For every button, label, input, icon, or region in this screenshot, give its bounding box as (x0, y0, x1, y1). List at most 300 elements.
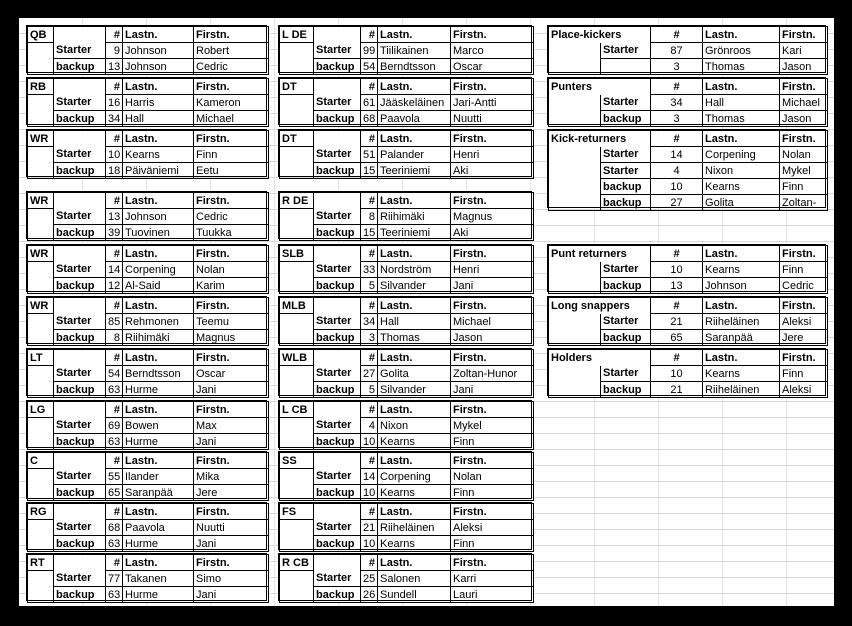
number-header[interactable]: # (106, 79, 123, 95)
player-firstname[interactable]: Magnus (451, 209, 534, 225)
firstname-header[interactable]: Firstn. (451, 246, 534, 262)
lastname-header[interactable]: Lastn. (703, 79, 780, 95)
player-firstname[interactable]: Jason (780, 59, 828, 75)
player-firstname[interactable]: Cedric (194, 59, 269, 75)
jersey-number[interactable]: 10 (651, 179, 703, 195)
jersey-number[interactable]: 54 (106, 366, 123, 382)
number-header[interactable]: # (106, 350, 123, 366)
jersey-number[interactable]: 63 (106, 587, 123, 603)
position-label[interactable]: WR (28, 131, 54, 147)
position-label[interactable]: L DE (280, 27, 314, 43)
lastname-header[interactable]: Lastn. (378, 298, 451, 314)
player-lastname[interactable]: Berndtsson (378, 59, 451, 75)
firstname-header[interactable]: Firstn. (451, 453, 534, 469)
player-lastname[interactable]: Saranpää (123, 485, 194, 501)
jersey-number[interactable]: 51 (361, 147, 378, 163)
role-cell[interactable]: backup (54, 382, 106, 398)
position-label[interactable]: WR (28, 246, 54, 262)
role-cell[interactable]: Starter (601, 262, 651, 278)
firstname-header[interactable]: Firstn. (451, 504, 534, 520)
firstname-header[interactable]: Firstn. (780, 27, 828, 43)
role-header-cell[interactable] (314, 79, 361, 95)
player-firstname[interactable]: Nuutti (194, 520, 269, 536)
role-header-cell[interactable] (54, 402, 106, 418)
player-firstname[interactable]: Oscar (451, 59, 534, 75)
blank-cell[interactable] (280, 95, 314, 111)
role-cell[interactable]: Starter (54, 314, 106, 330)
player-lastname[interactable]: Kearns (378, 485, 451, 501)
blank-cell[interactable] (280, 434, 314, 450)
player-lastname[interactable]: Riiheläinen (378, 520, 451, 536)
player-firstname[interactable]: Aleksi (451, 520, 534, 536)
player-lastname[interactable]: Kearns (703, 262, 780, 278)
role-cell[interactable]: Starter (601, 95, 651, 111)
firstname-header[interactable]: Firstn. (194, 402, 269, 418)
role-header-cell[interactable] (54, 193, 106, 209)
lastname-header[interactable]: Lastn. (123, 504, 194, 520)
firstname-header[interactable]: Firstn. (780, 79, 828, 95)
role-cell[interactable]: Starter (54, 366, 106, 382)
player-lastname[interactable]: Riiheläinen (703, 382, 780, 398)
jersey-number[interactable]: 10 (651, 366, 703, 382)
role-cell[interactable]: Starter (54, 418, 106, 434)
blank-cell[interactable] (280, 520, 314, 536)
blank-cell[interactable] (280, 587, 314, 603)
player-firstname[interactable]: Jason (780, 111, 828, 127)
lastname-header[interactable]: Lastn. (378, 193, 451, 209)
jersey-number[interactable]: 63 (106, 536, 123, 552)
player-firstname[interactable]: Michael (451, 314, 534, 330)
player-firstname[interactable]: Jason (451, 330, 534, 346)
position-label[interactable]: QB (28, 27, 54, 43)
player-firstname[interactable]: Jani (194, 434, 269, 450)
position-label[interactable]: Kick-returners (549, 131, 651, 147)
player-firstname[interactable]: Teemu (194, 314, 269, 330)
role-cell[interactable]: Starter (54, 262, 106, 278)
jersey-number[interactable]: 21 (361, 520, 378, 536)
firstname-header[interactable]: Firstn. (451, 350, 534, 366)
role-cell[interactable]: Starter (314, 95, 361, 111)
role-cell[interactable]: backup (601, 382, 651, 398)
jersey-number[interactable]: 16 (106, 95, 123, 111)
position-label[interactable]: RT (28, 555, 54, 571)
jersey-number[interactable]: 34 (106, 111, 123, 127)
player-lastname[interactable]: Saranpää (703, 330, 780, 346)
position-label[interactable]: LG (28, 402, 54, 418)
lastname-header[interactable]: Lastn. (123, 193, 194, 209)
lastname-header[interactable]: Lastn. (378, 246, 451, 262)
player-lastname[interactable]: Kearns (703, 179, 780, 195)
jersey-number[interactable]: 14 (361, 469, 378, 485)
blank-cell[interactable] (280, 262, 314, 278)
player-lastname[interactable]: Teeriniemi (378, 225, 451, 241)
number-header[interactable]: # (106, 193, 123, 209)
jersey-number[interactable]: 13 (106, 59, 123, 75)
player-firstname[interactable]: Jari-Antti (451, 95, 534, 111)
role-cell[interactable]: Starter (54, 147, 106, 163)
firstname-header[interactable]: Firstn. (194, 193, 269, 209)
role-cell[interactable]: Starter (314, 520, 361, 536)
blank-cell[interactable] (280, 43, 314, 59)
number-header[interactable]: # (361, 453, 378, 469)
firstname-header[interactable]: Firstn. (780, 350, 828, 366)
player-lastname[interactable]: Tiilikainen (378, 43, 451, 59)
role-cell[interactable]: Starter (601, 147, 651, 163)
blank-cell[interactable] (280, 469, 314, 485)
number-header[interactable]: # (106, 453, 123, 469)
jersey-number[interactable]: 18 (106, 163, 123, 179)
player-firstname[interactable]: Nolan (194, 262, 269, 278)
player-lastname[interactable]: Riihimäki (123, 330, 194, 346)
player-firstname[interactable]: Finn (194, 147, 269, 163)
jersey-number[interactable]: 61 (361, 95, 378, 111)
position-label[interactable]: SLB (280, 246, 314, 262)
position-label[interactable]: WR (28, 298, 54, 314)
blank-cell[interactable] (280, 330, 314, 346)
firstname-header[interactable]: Firstn. (451, 402, 534, 418)
role-header-cell[interactable] (54, 453, 106, 469)
jersey-number[interactable]: 4 (361, 418, 378, 434)
lastname-header[interactable]: Lastn. (378, 555, 451, 571)
blank-cell[interactable] (549, 43, 601, 59)
number-header[interactable]: # (361, 402, 378, 418)
jersey-number[interactable]: 68 (106, 520, 123, 536)
role-cell[interactable]: Starter (314, 147, 361, 163)
firstname-header[interactable]: Firstn. (194, 246, 269, 262)
number-header[interactable]: # (106, 27, 123, 43)
role-cell[interactable]: Starter (314, 418, 361, 434)
role-cell[interactable]: Starter (54, 43, 106, 59)
position-label[interactable]: WLB (280, 350, 314, 366)
role-cell[interactable]: backup (54, 225, 106, 241)
lastname-header[interactable]: Lastn. (378, 402, 451, 418)
role-cell[interactable]: Starter (314, 43, 361, 59)
role-cell[interactable]: Starter (601, 314, 651, 330)
blank-cell[interactable] (28, 43, 54, 59)
number-header[interactable]: # (651, 246, 703, 262)
player-lastname[interactable]: Thomas (378, 330, 451, 346)
role-cell[interactable]: backup (601, 330, 651, 346)
jersey-number[interactable]: 99 (361, 43, 378, 59)
firstname-header[interactable]: Firstn. (194, 131, 269, 147)
role-cell[interactable]: Starter (601, 43, 651, 59)
role-header-cell[interactable] (314, 27, 361, 43)
position-label[interactable]: Punt returners (549, 246, 651, 262)
position-label[interactable]: L CB (280, 402, 314, 418)
player-firstname[interactable]: Michael (780, 95, 828, 111)
lastname-header[interactable]: Lastn. (703, 27, 780, 43)
player-lastname[interactable]: Paavola (123, 520, 194, 536)
number-header[interactable]: # (361, 193, 378, 209)
blank-cell[interactable] (549, 59, 601, 75)
number-header[interactable]: # (361, 246, 378, 262)
player-firstname[interactable]: Henri (451, 262, 534, 278)
role-cell[interactable]: backup (54, 536, 106, 552)
blank-cell[interactable] (28, 111, 54, 127)
role-header-cell[interactable] (54, 555, 106, 571)
player-firstname[interactable]: Jani (194, 382, 269, 398)
player-firstname[interactable]: Jere (194, 485, 269, 501)
role-cell[interactable]: backup (54, 163, 106, 179)
blank-cell[interactable] (280, 59, 314, 75)
jersey-number[interactable]: 63 (106, 434, 123, 450)
lastname-header[interactable]: Lastn. (703, 350, 780, 366)
jersey-number[interactable]: 8 (106, 330, 123, 346)
player-firstname[interactable]: Finn (451, 536, 534, 552)
blank-cell[interactable] (280, 225, 314, 241)
player-lastname[interactable]: Golita (378, 366, 451, 382)
jersey-number[interactable]: 77 (106, 571, 123, 587)
role-cell[interactable]: Starter (314, 262, 361, 278)
lastname-header[interactable]: Lastn. (123, 402, 194, 418)
player-lastname[interactable]: Corpening (123, 262, 194, 278)
role-cell[interactable]: Starter (54, 520, 106, 536)
number-header[interactable]: # (361, 504, 378, 520)
role-cell[interactable]: backup (314, 225, 361, 241)
position-label[interactable]: Long snappers (549, 298, 651, 314)
blank-cell[interactable] (549, 179, 601, 195)
number-header[interactable]: # (106, 246, 123, 262)
blank-cell[interactable] (28, 366, 54, 382)
blank-cell[interactable] (28, 209, 54, 225)
number-header[interactable]: # (361, 27, 378, 43)
position-label[interactable]: Punters (549, 79, 651, 95)
jersey-number[interactable]: 87 (651, 43, 703, 59)
player-lastname[interactable]: Ilander (123, 469, 194, 485)
role-cell[interactable]: backup (601, 195, 651, 211)
position-label[interactable]: RB (28, 79, 54, 95)
jersey-number[interactable]: 15 (361, 225, 378, 241)
player-firstname[interactable]: Jani (451, 382, 534, 398)
number-header[interactable]: # (106, 402, 123, 418)
player-firstname[interactable]: Cedric (780, 278, 828, 294)
lastname-header[interactable]: Lastn. (378, 350, 451, 366)
role-header-cell[interactable] (54, 350, 106, 366)
player-lastname[interactable]: Johnson (703, 278, 780, 294)
player-lastname[interactable]: Johnson (123, 43, 194, 59)
role-cell[interactable]: backup (314, 536, 361, 552)
player-lastname[interactable]: Johnson (123, 59, 194, 75)
lastname-header[interactable]: Lastn. (703, 246, 780, 262)
player-firstname[interactable]: Cedric (194, 209, 269, 225)
blank-cell[interactable] (280, 571, 314, 587)
player-lastname[interactable]: Silvander (378, 382, 451, 398)
jersey-number[interactable]: 34 (651, 95, 703, 111)
lastname-header[interactable]: Lastn. (703, 131, 780, 147)
player-lastname[interactable]: Harris (123, 95, 194, 111)
jersey-number[interactable]: 27 (651, 195, 703, 211)
player-firstname[interactable]: Aki (451, 225, 534, 241)
blank-cell[interactable] (28, 571, 54, 587)
role-cell[interactable]: Starter (314, 366, 361, 382)
player-firstname[interactable]: Mika (194, 469, 269, 485)
jersey-number[interactable]: 68 (361, 111, 378, 127)
number-header[interactable]: # (361, 79, 378, 95)
blank-cell[interactable] (28, 147, 54, 163)
player-firstname[interactable]: Finn (451, 485, 534, 501)
player-lastname[interactable]: Hurme (123, 434, 194, 450)
role-header-cell[interactable] (54, 131, 106, 147)
role-cell[interactable]: backup (314, 330, 361, 346)
role-cell[interactable]: backup (601, 111, 651, 127)
position-label[interactable]: DT (280, 79, 314, 95)
number-header[interactable]: # (651, 27, 703, 43)
number-header[interactable]: # (361, 555, 378, 571)
role-header-cell[interactable] (54, 27, 106, 43)
position-label[interactable]: RG (28, 504, 54, 520)
blank-cell[interactable] (28, 434, 54, 450)
player-lastname[interactable]: Hurme (123, 587, 194, 603)
role-header-cell[interactable] (314, 453, 361, 469)
lastname-header[interactable]: Lastn. (123, 246, 194, 262)
firstname-header[interactable]: Firstn. (194, 350, 269, 366)
blank-cell[interactable] (28, 330, 54, 346)
blank-cell[interactable] (28, 536, 54, 552)
blank-cell[interactable] (28, 382, 54, 398)
blank-cell[interactable] (28, 418, 54, 434)
blank-cell[interactable] (280, 485, 314, 501)
role-cell[interactable]: backup (314, 59, 361, 75)
lastname-header[interactable]: Lastn. (378, 27, 451, 43)
blank-cell[interactable] (549, 95, 601, 111)
player-lastname[interactable]: Thomas (703, 59, 780, 75)
player-lastname[interactable]: Hall (703, 95, 780, 111)
jersey-number[interactable]: 3 (651, 59, 703, 75)
firstname-header[interactable]: Firstn. (451, 27, 534, 43)
lastname-header[interactable]: Lastn. (378, 504, 451, 520)
jersey-number[interactable]: 34 (361, 314, 378, 330)
player-firstname[interactable]: Jani (194, 536, 269, 552)
player-firstname[interactable]: Zoltan-Hunor (451, 366, 534, 382)
blank-cell[interactable] (28, 485, 54, 501)
player-lastname[interactable]: Nordström (378, 262, 451, 278)
role-cell[interactable]: Starter (54, 469, 106, 485)
blank-cell[interactable] (549, 330, 601, 346)
firstname-header[interactable]: Firstn. (451, 555, 534, 571)
blank-cell[interactable] (280, 382, 314, 398)
player-lastname[interactable]: Thomas (703, 111, 780, 127)
number-header[interactable]: # (106, 555, 123, 571)
position-label[interactable]: Place-kickers (549, 27, 651, 43)
player-lastname[interactable]: Tuovinen (123, 225, 194, 241)
jersey-number[interactable]: 10 (361, 536, 378, 552)
player-lastname[interactable]: Corpening (378, 469, 451, 485)
player-lastname[interactable]: Jääskeläinen (378, 95, 451, 111)
number-header[interactable]: # (361, 350, 378, 366)
blank-cell[interactable] (280, 147, 314, 163)
player-firstname[interactable]: Aki (451, 163, 534, 179)
player-lastname[interactable]: Nixon (378, 418, 451, 434)
blank-cell[interactable] (280, 209, 314, 225)
player-firstname[interactable]: Finn (780, 262, 828, 278)
role-cell[interactable]: Starter (54, 95, 106, 111)
player-firstname[interactable]: Nolan (780, 147, 828, 163)
jersey-number[interactable]: 69 (106, 418, 123, 434)
blank-cell[interactable] (280, 536, 314, 552)
role-cell[interactable]: Starter (54, 571, 106, 587)
player-firstname[interactable]: Jere (780, 330, 828, 346)
blank-cell[interactable] (28, 95, 54, 111)
player-firstname[interactable]: Nolan (451, 469, 534, 485)
jersey-number[interactable]: 85 (106, 314, 123, 330)
player-lastname[interactable]: Hall (378, 314, 451, 330)
jersey-number[interactable]: 21 (651, 314, 703, 330)
jersey-number[interactable]: 54 (361, 59, 378, 75)
position-label[interactable]: MLB (280, 298, 314, 314)
firstname-header[interactable]: Firstn. (194, 79, 269, 95)
player-firstname[interactable]: Kameron (194, 95, 269, 111)
jersey-number[interactable]: 5 (361, 382, 378, 398)
position-label[interactable]: R CB (280, 555, 314, 571)
player-lastname[interactable]: Bowen (123, 418, 194, 434)
player-firstname[interactable]: Kari (780, 43, 828, 59)
role-cell[interactable]: backup (54, 434, 106, 450)
role-cell[interactable]: Starter (601, 366, 651, 382)
lastname-header[interactable]: Lastn. (123, 131, 194, 147)
player-lastname[interactable]: Palander (378, 147, 451, 163)
lastname-header[interactable]: Lastn. (123, 79, 194, 95)
jersey-number[interactable]: 33 (361, 262, 378, 278)
jersey-number[interactable]: 12 (106, 278, 123, 294)
lastname-header[interactable]: Lastn. (378, 79, 451, 95)
player-lastname[interactable]: Golita (703, 195, 780, 211)
role-header-cell[interactable] (314, 298, 361, 314)
role-cell[interactable]: Starter (314, 314, 361, 330)
jersey-number[interactable]: 65 (106, 485, 123, 501)
player-lastname[interactable]: Riiheläinen (703, 314, 780, 330)
player-firstname[interactable]: Jani (194, 587, 269, 603)
jersey-number[interactable]: 21 (651, 382, 703, 398)
jersey-number[interactable]: 10 (361, 434, 378, 450)
player-lastname[interactable]: Kearns (123, 147, 194, 163)
player-lastname[interactable]: Grönroos (703, 43, 780, 59)
player-firstname[interactable]: Eetu (194, 163, 269, 179)
player-lastname[interactable]: Hurme (123, 536, 194, 552)
number-header[interactable]: # (651, 350, 703, 366)
role-cell[interactable]: backup (314, 111, 361, 127)
jersey-number[interactable]: 55 (106, 469, 123, 485)
player-lastname[interactable]: Takanen (123, 571, 194, 587)
role-header-cell[interactable] (314, 555, 361, 571)
player-firstname[interactable]: Lauri (451, 587, 534, 603)
jersey-number[interactable]: 13 (651, 278, 703, 294)
firstname-header[interactable]: Firstn. (194, 27, 269, 43)
blank-cell[interactable] (280, 366, 314, 382)
blank-cell[interactable] (28, 520, 54, 536)
blank-cell[interactable] (280, 418, 314, 434)
blank-cell[interactable] (28, 163, 54, 179)
firstname-header[interactable]: Firstn. (780, 298, 828, 314)
player-firstname[interactable]: Zoltan- (780, 195, 828, 211)
firstname-header[interactable]: Firstn. (451, 193, 534, 209)
player-lastname[interactable]: Berndtsson (123, 366, 194, 382)
jersey-number[interactable]: 5 (361, 278, 378, 294)
player-lastname[interactable]: Riihimäki (378, 209, 451, 225)
blank-cell[interactable] (280, 111, 314, 127)
role-cell[interactable]: backup (314, 278, 361, 294)
lastname-header[interactable]: Lastn. (123, 27, 194, 43)
player-lastname[interactable]: Johnson (123, 209, 194, 225)
player-lastname[interactable]: Al-Said (123, 278, 194, 294)
player-firstname[interactable]: Henri (451, 147, 534, 163)
player-firstname[interactable]: Tuukka (194, 225, 269, 241)
jersey-number[interactable]: 10 (651, 262, 703, 278)
firstname-header[interactable]: Firstn. (194, 298, 269, 314)
spreadsheet-grid[interactable] (19, 18, 834, 606)
lastname-header[interactable]: Lastn. (123, 555, 194, 571)
player-firstname[interactable]: Max (194, 418, 269, 434)
jersey-number[interactable]: 14 (651, 147, 703, 163)
